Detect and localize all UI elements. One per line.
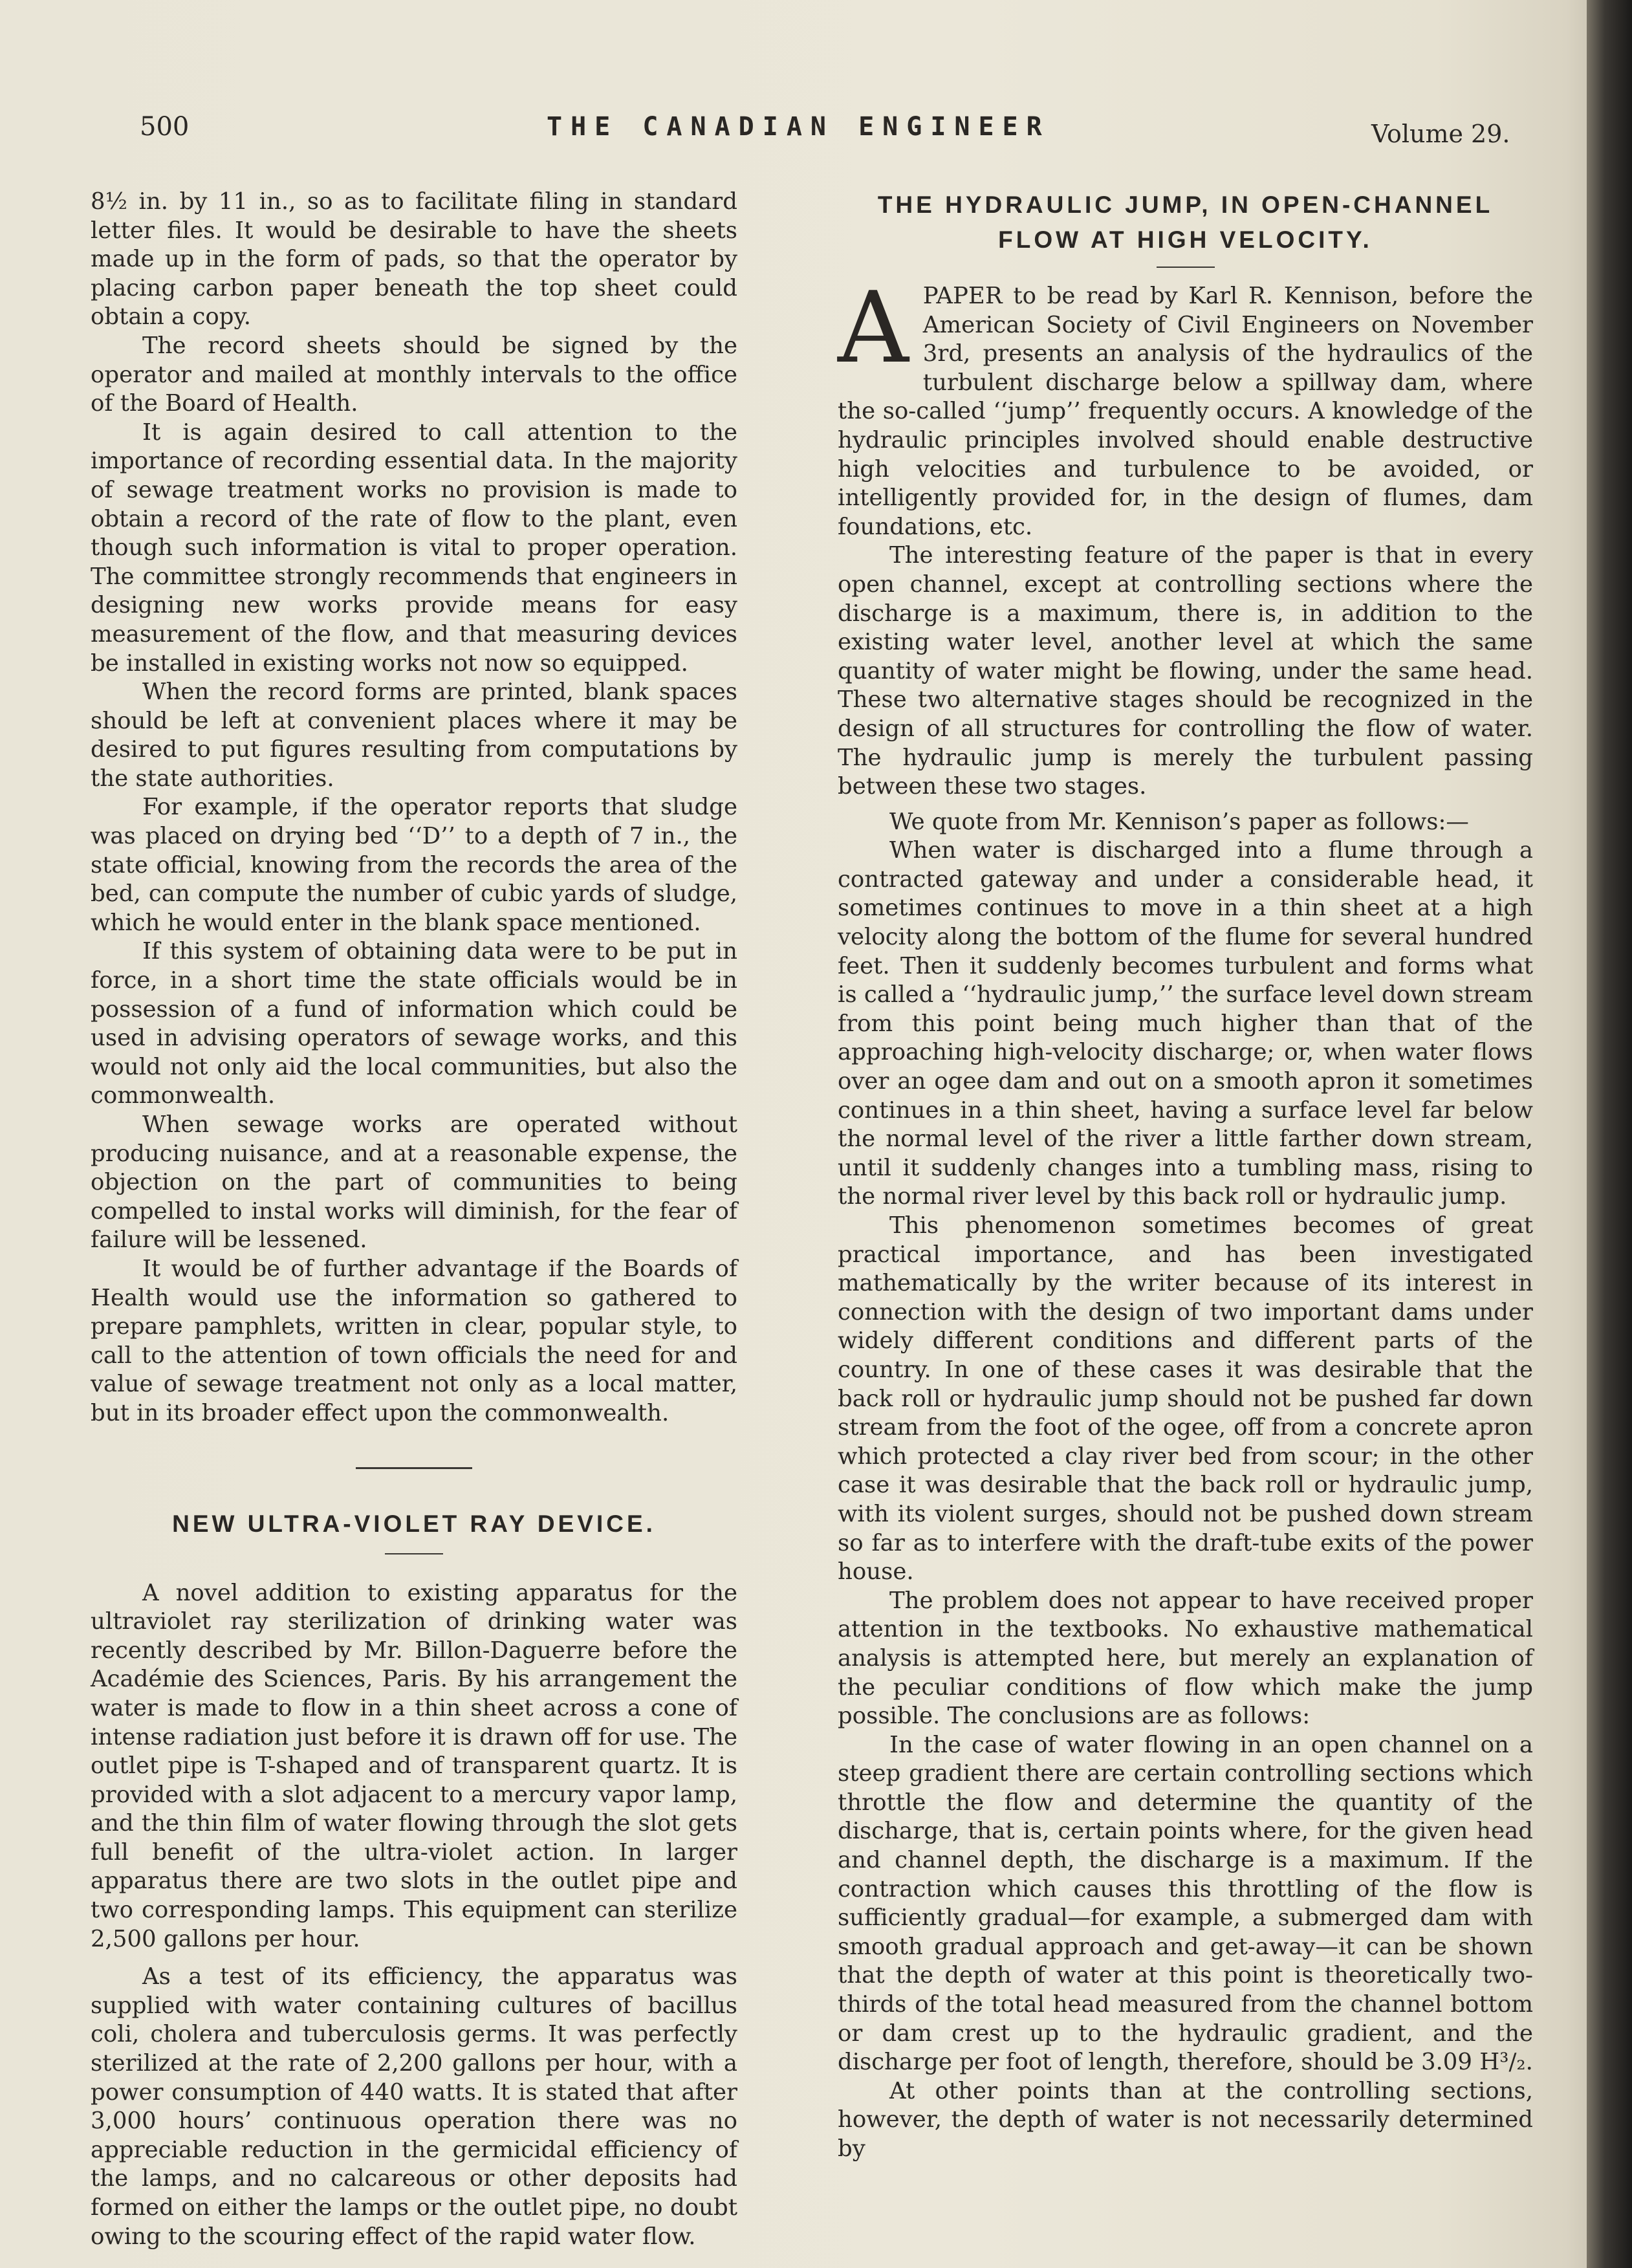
paragraph: It is again desired to call attention to the importance of recording essential data. In the majority of sewage treatment works no provision is made to obtain a record of the rate of flow to the plant, even though such information is vital to proper operation. The committee strongly recommends that engineers in designing new works provide means for easy measurement of the flow, and that measuring devices be installed in existing works not now so equipped. — [91, 419, 737, 677]
paragraph: When water is discharged into a flume through a contracted gateway and under a considerable head, it sometimes continues to move in a thin sheet at a high velocity along the bottom of the flume for several hundred feet. Then it suddenly becomes turbulent and forms what is called a ‘‘hydraulic jump,’’ the surface level down stream from this point being much higher than that of the approaching high-velocity discharge; or, when water flows over an ogee dam and out on a smooth apron it sometimes continues in a thin sheet, having a surface level far below the normal level of the river a little farther down stream, until it suddenly changes into a tumbling mass, rising to the normal river level by this back roll or hydraulic jump. — [838, 837, 1533, 1210]
page-number: 500 — [140, 112, 190, 142]
paragraph: The record sheets should be signed by the operator and mailed at monthly intervals to the office of the Board of Health. — [91, 332, 737, 417]
volume-label: Volume 29. — [1371, 120, 1510, 148]
paragraph: 8½ in. by 11 in., so as to facilitate filing in standard letter files. It would be desirable to have the sheets made up in the form of pads, so that the operator by placing carbon paper beneath the top sheet could obtain a copy. — [91, 188, 737, 331]
opening-text: PAPER to be read by Karl R. Kennison, before the American Society of Civil Engineers on November 3rd, presents an analysis of the hydraulics of the turbulent discharge below a spillway dam, where the so-called ‘‘jump’’ frequently occurs. A knowledge of the hydraulic principles involved should enable destructive high velocities and turbulence to be avoided, or intelligently provided for, in the design of flumes, dam foundations, etc. — [838, 283, 1533, 540]
article-title-ultraviolet: NEW ULTRA-VIOLET RAY DEVICE. — [172, 1510, 656, 1537]
title-underline — [385, 1553, 443, 1554]
drop-cap: A — [838, 270, 909, 385]
section-divider — [356, 1467, 472, 1469]
opening-paragraph — [838, 270, 1533, 541]
paragraph: For example, if the operator reports that sludge was placed on drying bed ‘‘D’’ to a depth of 7 in., the state official, knowing from the records the area of the bed, can compute the number of cubic yards of sludge, which he would enter in the blank space mentioned. — [91, 794, 737, 936]
paragraph: It would be of further advantage if the Boards of Health would use the information so gathered to prepare pamphlets, written in clear, popular style, to call to the attention of town officials the need for and value of sewage treatment not only as a local matter, but in its broader effect upon the commonwealth. — [91, 1255, 737, 1426]
paragraph: When sewage works are operated without producing nuisance, and at a reasonable expense, the objection on the part of communities to being compelled to instal works will diminish, for the fear of failure will be lessened. — [91, 1111, 737, 1254]
journal-title: THE CANADIAN ENGINEER — [547, 112, 1050, 142]
article-title-hydraulic-jump: THE HYDRAULIC JUMP, IN OPEN-CHANNEL FLOW AT HIGH VELOCITY. — [877, 191, 1494, 253]
paragraph: The interesting feature of the paper is that in every open channel, except at controlling sections where the discharge is a maximum, there is, in addition to the existing water level, another level at which the same quantity of water might be flowing, under the same head. These two alternative stages should be recognized in the design of all structures for controlling the flow of water. The hydraulic jump is merely the turbulent passing between these two stages. — [838, 542, 1533, 800]
right-column — [838, 188, 1533, 2164]
paragraph: At other points than at the controlling sections, however, the depth of water is not necessarily determined by — [838, 2077, 1533, 2162]
running-header — [0, 107, 1578, 158]
book-spine-shadow — [1587, 0, 1632, 2268]
paragraph: As a test of its efficiency, the apparatus was supplied with water containing cultures of bacillus coli, cholera and tuberculosis germs. It was perfectly sterilized at the rate of 2,200 gallons per hour, with a power consumption of 440 watts. It is stated that after 3,000 hours’ continuous operation there was no appreciable reduction in the germicidal efficiency of the lamps, and no calcareous or other deposits had formed on either the lamps or the outlet pipe, no doubt owing to the scouring effect of the rapid water flow. — [91, 1963, 737, 2250]
paragraph: When the record forms are printed, blank spaces should be left at convenient places where it may be desired to put figures resulting from computations by the state authorities. — [91, 679, 737, 792]
paragraph: This phenomenon sometimes becomes of great practical importance, and has been investigated mathematically by the writer because of its interest in connection with the design of two important dams under widely different conditions and different parts of the country. In one of these cases it was desirable that the back roll or hydraulic jump should not be pushed far down stream from the foot of the ogee, off from a concrete apron which protected a clay river bed from scour; in the other case it was desirable that the back roll or hydraulic jump, with its violent surges, should not be pushed down stream so far as to interfere with the draft-tube exits of the power house. — [838, 1212, 1533, 1586]
left-column — [91, 188, 737, 2251]
paragraph: If this system of obtaining data were to be put in force, in a short time the state officials would be in possession of a fund of information which could be used in advising operators of sewage works, and this would not only aid the local communities, but also the commonwealth. — [91, 938, 737, 1109]
paragraph: A novel addition to existing apparatus for the ultraviolet ray sterilization of drinking water was recently described by Mr. Billon-Daguerre before the Académie des Sciences, Paris. By his arrangement the water is made to flow in a thin sheet across a cone of intense radiation just before it is drawn off for use. The outlet pipe is T-shaped and of transparent quartz. It is provided with a slot adjacent to a mercury vapor lamp, and the thin film of water flowing through the slot gets full benefit of the ultra-violet action. In larger apparatus there are two slots in the outlet pipe and two corresponding lamps. This equipment can sterilize 2,500 gallons per hour. — [91, 1579, 737, 1952]
paragraph: The problem does not appear to have received proper attention in the textbooks. No exhaustive mathematical analysis is attempted here, but merely an explanation of the peculiar conditions of flow which make the jump possible. The conclusions are as follows: — [838, 1587, 1533, 1730]
title-underline — [1157, 267, 1215, 268]
paragraph: We quote from Mr. Kennison’s paper as follows:— — [889, 808, 1469, 835]
paragraph: In the case of water flowing in an open channel on a steep gradient there are certain controlling sections which throttle the flow and determine the quantity of the discharge, that is, certain points where, for the given head and channel depth, the discharge is a maximum. If the contraction which causes this throttling of the flow is sufficiently gradual—for example, a submerged dam with smooth gradual approach and get-away—it can be shown that the depth of water at this point is theoretically two-thirds of the total head measured from the channel bottom or dam crest up to the hydraulic gradient, and the discharge per foot of length, therefore, should be 3.09 H³/₂. — [838, 1731, 1533, 2076]
